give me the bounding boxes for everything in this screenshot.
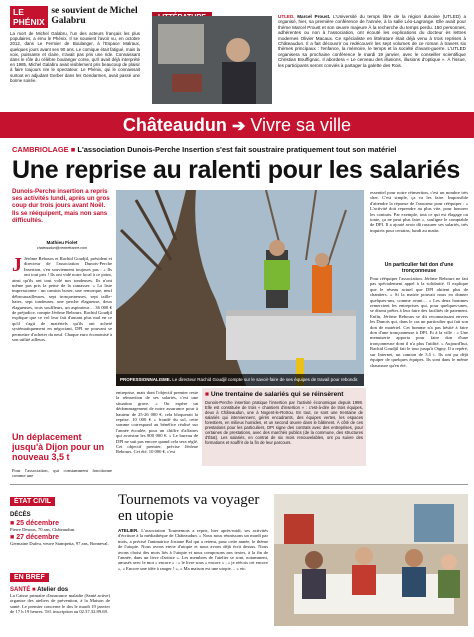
article-col3: essentiel pour notre réinsertion, c'est un nombre très cher. C'est simple, ça va les faire. Impossible d'attendre la réponse de l'assureur pour rééquiper : « L'activité doit reprendre au plus vite, pour honorer les contrats. Par exemple, tout ce qui est élagage ou tonte, ça ne peut plus faire », souligne le comptable de DPI. Il a ajouté avoir dû rassurer ses salariés, très inquiets pour certains, lundi au matin. [370, 190, 468, 233]
tournemots-headline: Tournemots va voyager en utopie [118, 492, 260, 524]
box-title [205, 391, 363, 398]
box-title-text: Une trentaine de salariés qui se réinsèrent [210, 391, 344, 398]
side-title: Un déplacement jusqu'à Dijon pour un nouveau 3,5 t [12, 432, 105, 462]
bullet-icon: ■ [10, 520, 17, 527]
byline-email: chateaudun@centrefrance.com [36, 246, 88, 250]
tournemots-body: L'association Tournemots a repris, hier après-midi, ses activités d'écriture à la médiathèque de Châteaudun. « Nous nous réunissons un mardi par mois, a précisé l'animatrice Josiane Bal qui a retenu, pour cette année, le thème de l'utopie. Nous avons envie d'utopie et nous avons déjà écrit dessus. Nous avons choisi des mots liés à l'utopie et nous composons nos textes, à la fin de l'année, dans un livre d'artiste ». Les membres de l'atelier se sont, notamment, amusés avec le mot « encore » : « le livre sous « encore » ; « je réécris cet encore », « Encore une idée à ranger ! », « Ma maison est une utopie… » etc. [118, 528, 268, 571]
article-kicker [12, 145, 468, 154]
tournemots-article [118, 528, 268, 628]
divider [10, 484, 468, 485]
literature-author: Marcel Proust. [297, 14, 331, 19]
etat-civil-header: ÉTAT CIVIL [10, 497, 55, 506]
byline-name: Mathieu Fiolet [46, 240, 78, 245]
subhead-donation: Un particulier fait don d'une tronçonneuse [384, 262, 454, 274]
main-photo [116, 190, 364, 386]
city-name: Châteaudun [122, 115, 227, 135]
deces-label: DÉCÈS [10, 512, 31, 518]
literature-photo [152, 16, 272, 104]
phenix-column [10, 6, 140, 102]
deces-date-2: ■ 27 décembre [10, 534, 59, 542]
atelier-title: Atelier dos [37, 587, 69, 593]
photo-caption-bar [116, 374, 364, 386]
city-banner [0, 112, 474, 138]
photo-caption-label: PROFESSIONNALISME. [120, 377, 172, 382]
literature-body: L'Université du temps libre de la région dunoise (UTLED) a organisé, hier, sa première conférence de l'année, à la salle Léo-Lagrange. Elle avait pour thème Marcel Proust et son œuvre majeure À la recherche du temps perdu. 150 personnes, adhérentes ou non à l'association, ont écouté les explications du docteur ès lettres modernes Olivier Macaux. Ce spécialiste en littérature était déjà venu à trois reprises à Châteaudun. Il a fait découvrir ou redécouvrir les sept volumes de ce roman à travers six thèmes principaux : l'enfance, la mémoire, le temps et la société d'avant-guerre. L'UTLED organisera sa prochaine conférence le mardi 19 janvier, avec le conseiller scientifique Christian Bouffignac. Il abordera « Le cerveau des illusions, illusions d'optique ». À l'issue, les participants seront conviés à partager la galette des Rois. [278, 14, 467, 68]
kicker-label: CAMBRIOLAGE [12, 145, 69, 154]
article-col3b: Pour rééquiper l'association, Jérôme Rebours ne fait pas spécialement appel à la solidarité. Il explique que le réseau actuel que DPI obtient plus de chantiers. « Si la mairie pouvait nous en donner quelques-uns, comme avant… » Les deux hommes remercient les entreprises qui, pour quelques-unes, se disent prêtes à leur faire des facilités de paiement. Enfin, Jérôme Rebours se dit reconnaissant envers les Dunois qui, dans le cas un particulier qui fait son don de matériel. Cet homme n'a pas hésité à faire don d'une tronçonneuse à DPI. Et à la ville : « Une menuiserie apporta pour faire don d'une tronçonneuse dont il n'a plus l'utilité. » Aujourd'hui, Rachid Goudjil fait le tour jusqu'à Oigny. Il a repéré, sur Internet, un camion de 3,5 t. Ils ont pu déjà équiper de quelques équipes. Ils sont dans le même chaussure qu'en été. [370, 276, 468, 368]
phenix-tag: LE PHÉNIX [10, 6, 48, 28]
deces-date-1: ■ 25 décembre [10, 520, 59, 527]
en-bref [10, 566, 110, 637]
bullet-icon: ■ [32, 587, 36, 593]
etat-civil [10, 490, 110, 547]
phenix-title: se souvient de Michel Galabru [51, 6, 138, 26]
arrow-icon: ➔ [231, 118, 246, 135]
literature-article [278, 14, 466, 106]
tournemots-photo [274, 494, 468, 626]
sante-label: SANTÉ [10, 587, 31, 593]
tournemots-lead: ATELIER. [118, 528, 139, 533]
side-body: Pour l'association, qui constamment fonctionne comme une [12, 468, 112, 479]
square-icon: ■ [70, 145, 76, 154]
deces-entry-2: Germaine Dufeu, veuve Stampetta, 97 ans, Bonneval. [10, 541, 109, 547]
banner-tagline: Vivre sa ville [250, 115, 352, 135]
photo-caption-text: Le directeur Rachid Goudjil compte sur le savoir-faire de ses équipes de travail pour rebondir. [172, 377, 359, 382]
kicker-text: L'association Dunois-Perche Insertion s'est fait soustraire pratiquement tout son matériel [77, 145, 397, 154]
literature-lead-in: UTLED. [278, 14, 295, 19]
article-col2: entreprise, mais dont l'objectif premier reste la réinsertion de ses salariés, c'est une situation grave. « On espère un dédommagement de notre assurance pour à hauteur de 25-26 000 €, cela bloquerait la reprise. 10 000 € « frondé du sol, cette somme correspond au bénéfice réalisé sur l'année écoulée, pour un chiffre d'affaires qui avoisine les 800 000 €. » Le bureau de DPI ne sait pas encore quand cela sera réglé. Cet objectif premier, précise Jérôme Rebours. Cet été, 10 000 €, c'est [116, 390, 198, 455]
square-bullet-icon: ■ [205, 391, 209, 398]
bullet-icon: ■ [10, 534, 17, 542]
col1-text: Jérôme Rebours et Rachid Goudjil, président et directeur de l'association Dunois-Perche Insertion, s'en souviennent toujours pas : « Ils ont tout pris ! Ils ont vidé notre local à ce point, ainsi qu'ils ont tout volé nos tondeuses. Ils n'ont même pas pris la peine de la ramasser. » La liste impressionne : un camion boxer, une remorque, neuf débroussailleuses, sept tronçonneuses, sept taille-haies, sept tondeuses, une perche élagueuse, deux élagueuses, trois souffleurs, un aspirateur… 36 000 € de préjudice, compte Jérôme Rebours. Rachid Goudjil explique que ce vol leur fait d'autant plus mal en ce qu'il s'agit de matériels qu'ils ont acheté systématiquement en négociant, DPI ne pouvant se permettre d'acheter du neuf. Chaque euro économisé à son utilité ailleurs. [12, 256, 112, 343]
article-col1: J Jérôme Rebours et Rachid Goudjil, président et directeur de l'association Dunois-Perche Insertion, s'en souviennent toujours pas : « Ils ont tout pris ! Ils ont vidé notre local à ce point, ainsi qu'ils ont tout volé nos tondeuses. Ils n'ont même pas pris la peine de la ramasser. » La liste impressionne : un camion boxer, une remorque, neuf débroussailleuses, sept tronçonneuses, sept taille-haies, sept tondeuses, une perche élagueuse, deux élagueuses, trois souffleurs, un aspirateur… 36 000 € de préjudice, compte Jérôme Rebours. Rachid Goudjil explique que ce vol leur fait d'autant plus mal en ce qu'il s'agit de matériels qu'ils ont acheté systématiquement en négociant, DPI ne pouvant se permettre d'acheter du neuf. Chaque euro économisé à son utilité ailleurs. [12, 256, 112, 343]
sante-body: La Caisse primaire d'assurance maladie (Santé active) organise des ateliers de prévention, à la Maison de santé. Le premier concerne le dos le mardi 19 janvier de 17 h 19 heures. Tél. inscription au 02.37.32.89.69. [10, 593, 110, 615]
info-box [202, 388, 366, 466]
deces-entry-1: Pierre Desnus, 70 ans, Châteaudun. [10, 527, 76, 532]
en-bref-header: EN BREF [10, 573, 49, 582]
article-headline: Une reprise au ralenti pour les salariés [12, 156, 460, 184]
phenix-body: La mort de Michel Galabru, l'un des acteurs français les plus populaires, a ému le Phénix. Il se souvient l'avoir vu, en octobre 2012, dans Le Fermier de Boulanger, à l'Espace Malraux, quelques jours avant ses 90 ans. Le comique était fatigué, mais la voix, puissante et claire, n'avait pas pris une ride. Connaissant dans le rôle du célèbre boulanger corse, qu'il avait déjà interprété en 1985, Michel Galabru avait visiblement pris beaucoup de plaisir à faire toujours rire le spectateur. Le Phénix, qui le connaissait surtout en adjudant Gerber dans les Gendarmes, avait passé une bonne soirée. [10, 31, 140, 83]
article-lead: Dunois-Perche insertion a repris ses activités lundi, après un gros coup dur trois jours avant Noël. Ils se rééquipent, mais non sans difficultés. [12, 188, 110, 224]
box-body: Dunois-Perche insertion pratique l'insertion par l'activité économique depuis 1998. Elle est constituée de trois « chantiers d'insertion » : c'est-à-dire de trois équipes, deux à Châteaudun, une à Nogent-le-Rotrou. En tout, ce sont une trentaine de salariés qui interviennent, gérés encadrants, des équipes vertes, les espaces forestiers, en milieux humides, et un second œuvre dans le bâtiment. À côté de ces prestations pour les particuliers, DPI signe des contrats avec des entreprises, pour certaines de prestations, avec des marchés publics (de la commune, des structures d'État). Les salariés, en contrat de six mois renouvelables, ont pu suivre des formations et souffrir de la fin de leur parcours. [205, 400, 363, 445]
